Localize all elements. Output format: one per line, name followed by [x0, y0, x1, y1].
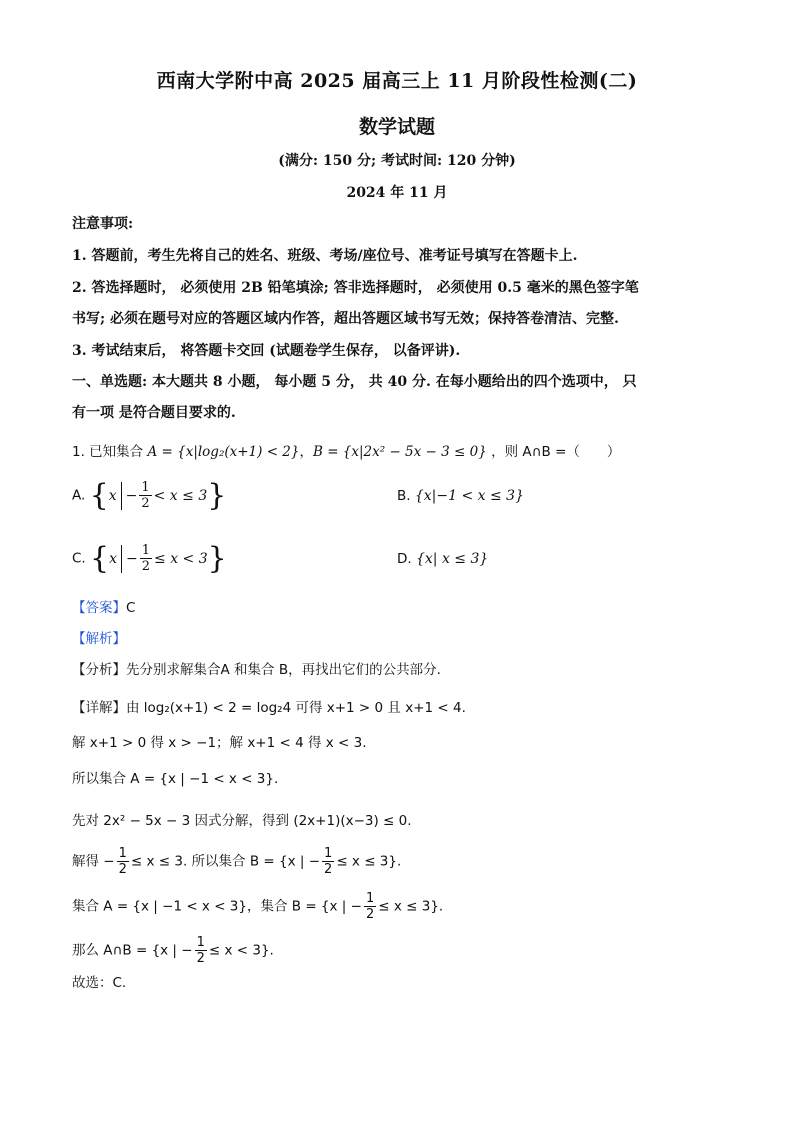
solution-step-6 [72, 935, 722, 966]
step-4-end: ≤ x ≤ 3}. [336, 853, 402, 870]
option-c-var: x [109, 550, 118, 567]
step-4-prefix: 解得 − [72, 853, 115, 870]
set-bar [121, 482, 122, 510]
step-5-end: ≤ x ≤ 3}. [378, 898, 444, 915]
step-6-fraction [195, 935, 207, 966]
step-6-prefix: 那么 A∩B = {x | − [72, 942, 193, 959]
question-1-suffix: ，则 A∩B =（ ） [491, 444, 621, 460]
analysis-heading [72, 629, 722, 649]
option-c-minus: − [126, 550, 138, 567]
exam-date: 2024 年 11 月 [346, 185, 448, 201]
right-brace-icon: } [207, 477, 227, 513]
set-b-definition: B = {x|2x² − 5x − 3 ≤ 0} [312, 444, 487, 460]
set-a-definition: A = {x|log₂(x+1) < 2} [147, 444, 300, 460]
fraction-numerator: 1 [141, 480, 150, 495]
question-1-comma: ， [299, 444, 313, 460]
detail-text: 由 log₂(x+1) < 2 = log₂4 可得 x+1 > 0 且 x+1 < 4. [126, 700, 466, 716]
step-4-fraction [117, 846, 129, 877]
option-a-minus: − [125, 487, 138, 504]
solution-step-1: 解 x+1 > 0 得 x > −1；解 x+1 < 4 得 x < 3. [72, 735, 367, 751]
option-d-label: D. [397, 551, 412, 567]
note-item-3: 3. 考试结束后， 将答题卡交回 (试题卷学生保存， 以备评讲). [72, 343, 461, 359]
solution-step-2: 所以集合 A = {x | −1 < x < 3}. [72, 771, 279, 787]
note-item-2-cont: 书写; 必须在题号对应的答题区域内作答，超出答题区域书写无效；保持答卷清洁、完整. [72, 311, 619, 327]
question-1-prefix: 1. 已知集合 [72, 444, 144, 460]
step-5-fraction [364, 891, 376, 922]
fraction-numerator: 1 [365, 891, 375, 906]
fraction-numerator: 1 [118, 846, 127, 861]
left-brace-icon: { [90, 540, 110, 576]
fraction-numerator: 1 [141, 543, 151, 558]
option-c-label: C. [72, 550, 86, 567]
set-bar [121, 545, 122, 573]
solution-step-3: 先对 2x² − 5x − 3 因式分解，得到 (2x+1)(x−3) ≤ 0. [72, 813, 412, 829]
notes-heading: 注意事项: [72, 216, 134, 232]
option-a-label: A. [72, 487, 86, 504]
exam-title: 西南大学附中高 2025 届高三上 11 月阶段性检测(二) [156, 70, 638, 92]
note-item-2: 2. 答选择题时， 必须使用 2B 铅笔填涂; 答非选择题时， 必须使用 0.5 毫米的黑色签字笔 [72, 280, 639, 296]
option-a-fraction [139, 480, 151, 511]
fraction-numerator: 1 [324, 846, 333, 861]
option-d-text: {x| x ≤ 3} [415, 551, 489, 567]
answer-value: C [126, 600, 136, 616]
subject-title: 数学试题 [358, 116, 435, 138]
fraction-denominator: 2 [118, 862, 127, 877]
option-b-label: B. [397, 488, 411, 504]
option-b[interactable] [397, 488, 524, 504]
analysis-tag: 【解析】 [72, 631, 126, 647]
solution-step-4 [72, 846, 722, 877]
exam-info: (满分: 150 分; 考试时间: 120 分钟) [278, 153, 516, 169]
question-1-stem [72, 442, 722, 462]
answer-tag: 【答案】 [72, 600, 126, 616]
detail-line [72, 698, 722, 718]
detail-tag: 【详解】 [72, 700, 126, 716]
option-a-condition: < x ≤ 3 [153, 487, 208, 504]
fenxi-tag: 【分析】 [72, 662, 126, 678]
left-brace-icon: { [89, 477, 109, 513]
option-d[interactable] [397, 551, 488, 567]
final-answer: 故选：C. [72, 975, 127, 991]
option-a[interactable] [72, 477, 227, 513]
option-c-fraction [140, 543, 152, 574]
note-item-1: 1. 答题前，考生先将自己的姓名、班级、考场/座位号、准考证号填写在答题卡上. [72, 248, 578, 264]
fenxi-text: 先分别求解集合A 和集合 B，再找出它们的公共部分. [126, 662, 441, 678]
fraction-denominator: 2 [141, 496, 150, 511]
section-heading: 一、单选题: 本大题共 8 小题， 每小题 5 分， 共 40 分. 在每小题给出的四个选项中， 只 [72, 374, 637, 390]
answer-line [72, 598, 722, 618]
fenxi-line [72, 660, 722, 680]
solution-step-5 [72, 891, 722, 922]
option-b-text: {x|−1 < x ≤ 3} [414, 488, 524, 504]
step-5-prefix: 集合 A = {x | −1 < x < 3}，集合 B = {x | − [72, 898, 362, 915]
section-heading-cont: 有一项 是符合题目要求的. [72, 405, 236, 421]
step-6-end: ≤ x < 3}. [208, 942, 274, 959]
option-a-var: x [108, 487, 117, 504]
fraction-denominator: 2 [365, 907, 375, 922]
fraction-denominator: 2 [141, 559, 151, 574]
fraction-numerator: 1 [196, 935, 205, 950]
step-4-middle: ≤ x ≤ 3. 所以集合 B = {x | − [130, 853, 321, 870]
right-brace-icon: } [207, 540, 227, 576]
fraction-denominator: 2 [324, 862, 333, 877]
step-4-fraction-2 [322, 846, 334, 877]
option-c[interactable] [72, 540, 227, 576]
fraction-denominator: 2 [196, 951, 205, 966]
option-c-condition: ≤ x < 3 [154, 550, 208, 567]
